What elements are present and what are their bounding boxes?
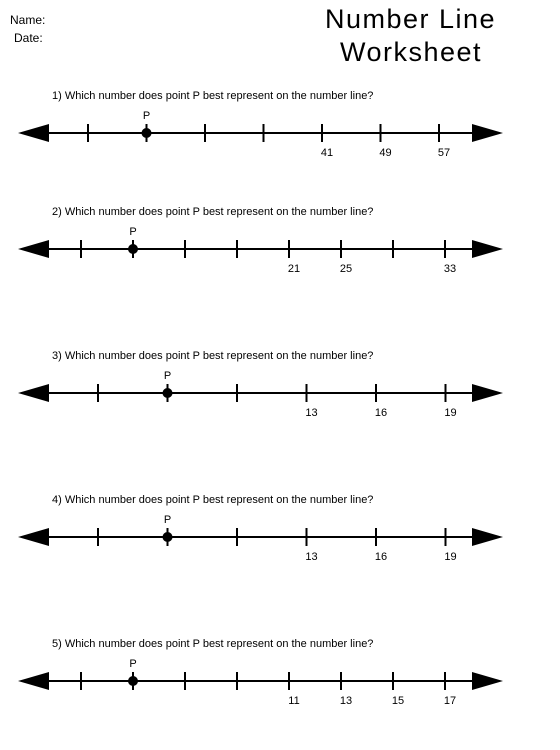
date-label: Date:: [14, 31, 43, 45]
number-line: [0, 214, 560, 284]
point-p-label: P: [163, 370, 172, 382]
tick-label: 19: [444, 551, 457, 563]
tick-label: 33: [443, 263, 457, 275]
question-text: 5) Which number does point P best represent on the number line?: [52, 638, 374, 650]
point-p-marker: [163, 388, 173, 398]
worksheet-title-line-2: Worksheet: [340, 37, 483, 67]
number-line: [0, 502, 560, 572]
tick-label: 13: [305, 407, 318, 419]
point-p-marker: [142, 128, 152, 138]
point-p-label: P: [129, 658, 137, 670]
question-text: 3) Which number does point P best represent on the number line?: [52, 350, 374, 362]
question-text: 4) Which number does point P best represent on the number line?: [52, 494, 374, 506]
number-line: [0, 646, 560, 716]
right-arrowhead: [472, 528, 503, 546]
tick-label: 41: [320, 147, 334, 159]
tick-label: 49: [379, 147, 392, 159]
tick-label: 25: [339, 263, 353, 275]
tick-label: 11: [288, 695, 300, 707]
right-arrowhead: [472, 124, 503, 142]
name-label: Name:: [10, 13, 46, 27]
point-p-label: P: [129, 226, 137, 238]
left-arrowhead: [18, 240, 49, 258]
point-p-label: P: [163, 514, 172, 526]
point-p-label: P: [142, 110, 151, 122]
tick-label: 16: [374, 551, 388, 563]
question-text: 2) Which number does point P best represent on the number line?: [52, 206, 374, 218]
point-p-marker: [128, 244, 138, 254]
right-arrowhead: [472, 672, 503, 690]
tick-label: 13: [339, 695, 353, 707]
left-arrowhead: [18, 124, 49, 142]
question-text: 1) Which number does point P best represent on the number line?: [52, 90, 374, 102]
tick-label: 19: [444, 407, 457, 419]
point-p-marker: [128, 676, 138, 686]
number-line: [0, 98, 560, 168]
tick-label: 57: [437, 147, 451, 159]
point-p-marker: [163, 532, 173, 542]
tick-label: 15: [391, 695, 405, 707]
right-arrowhead: [472, 384, 503, 402]
number-line: [0, 358, 560, 428]
worksheet-title-line-1: Number Line: [325, 4, 497, 34]
tick-label: 16: [374, 407, 388, 419]
tick-label: 21: [287, 263, 301, 275]
left-arrowhead: [18, 672, 49, 690]
left-arrowhead: [18, 528, 49, 546]
tick-label: 13: [305, 551, 318, 563]
tick-label: 17: [443, 695, 457, 707]
left-arrowhead: [18, 384, 49, 402]
right-arrowhead: [472, 240, 503, 258]
